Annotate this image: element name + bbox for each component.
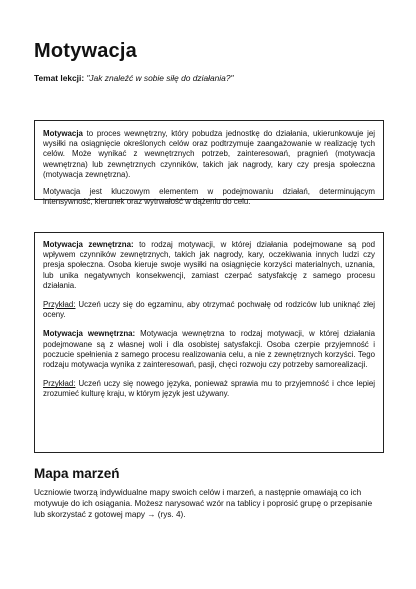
intrinsic-paragraph xyxy=(43,329,375,370)
definition-term: Motywacja xyxy=(43,129,83,138)
section-dream-map xyxy=(34,487,384,520)
lesson-topic-text: "Jak znaleźć w sobie siłę do działania?" xyxy=(86,73,234,83)
definition-paragraph xyxy=(43,129,375,180)
extrinsic-paragraph xyxy=(43,240,375,291)
intrinsic-example-label: Przykład: xyxy=(43,379,76,389)
definition-summary: Motywacja jest kluczowym elementem w podejmowaniu działań, determinującym intensywność, kierunek oraz wytrwałość w dążeniu do celu. xyxy=(43,187,375,207)
definition-box xyxy=(34,120,384,207)
extrinsic-text: to rodzaj motywacji, w której działania podejmowane są pod wpływem czynników zewnętrznych, takich jak nagrody, kary, oczekiwania innych ludzi czy presja społeczna. Osoba kieruje swoje wysiłki na osiągnięcie korzyści materialnych, uznania, lub unika negatywnych konsekwencji, zamiast czerpać satysfakcję z samego procesu działania. xyxy=(43,240,375,290)
page-title: Motywacja xyxy=(34,40,137,62)
lesson-topic-line xyxy=(34,73,384,83)
intrinsic-term: Motywacja wewnętrzna: xyxy=(43,329,136,339)
intrinsic-example xyxy=(43,379,375,399)
motivation-types-box xyxy=(34,232,384,453)
intrinsic-example-text: Uczeń uczy się nowego języka, ponieważ sprawia mu to przyjemność i chce lepiej zrozumieć kulturę kraju, w którym język jest używany. xyxy=(43,379,375,399)
intrinsic-text: Motywacja wewnętrzna to rodzaj motywacji, w której działania podejmowane są z własnej woli i dla osobistej satysfakcji. Osoba czerpie przyjemność i poczucie spełnienia z samego procesu realizowania celu, a nie z zewnętrznych korzyści. Tego rodzaju motywacja wynika z zainteresowań, pasji, chęci rozwoju czy potrzeby samorealizacji. xyxy=(43,329,375,370)
definition-text: to proces wewnętrzny, który pobudza jednostkę do działania, ukierunkowuje jej wysiłki na osiągnięcie określonych celów oraz podtrzymuje zaangażowanie w realizację tych celów. Może wynikać z wewnętrznych potrzeb, zainteresowań, pragnień (motywacja wewnętrzna) lub zewnętrznych czynników, takich jak nagrody, kary czy presja społeczna (motywacja zewnętrzna). xyxy=(43,129,375,179)
section-heading-dream-map: Mapa marzeń xyxy=(34,466,120,481)
section-dream-map-text: Uczniowie tworzą indywidualne mapy swoich celów i marzeń, a następnie omawiają co ich motywuje do ich osiągania. Możesz narysować wzór na tablicy i poprosić grupę o przepisanie lub skorzystać z gotowej mapy → (rys. 4). xyxy=(34,488,373,519)
lesson-topic-label: Temat lekcji: xyxy=(34,73,85,83)
extrinsic-example xyxy=(43,300,375,320)
extrinsic-example-label: Przykład: xyxy=(43,300,76,310)
extrinsic-example-text: Uczeń uczy się do egzaminu, aby otrzymać pochwałę od rodziców lub uniknąć złej oceny. xyxy=(43,300,375,320)
extrinsic-term: Motywacja zewnętrzna: xyxy=(43,240,134,249)
